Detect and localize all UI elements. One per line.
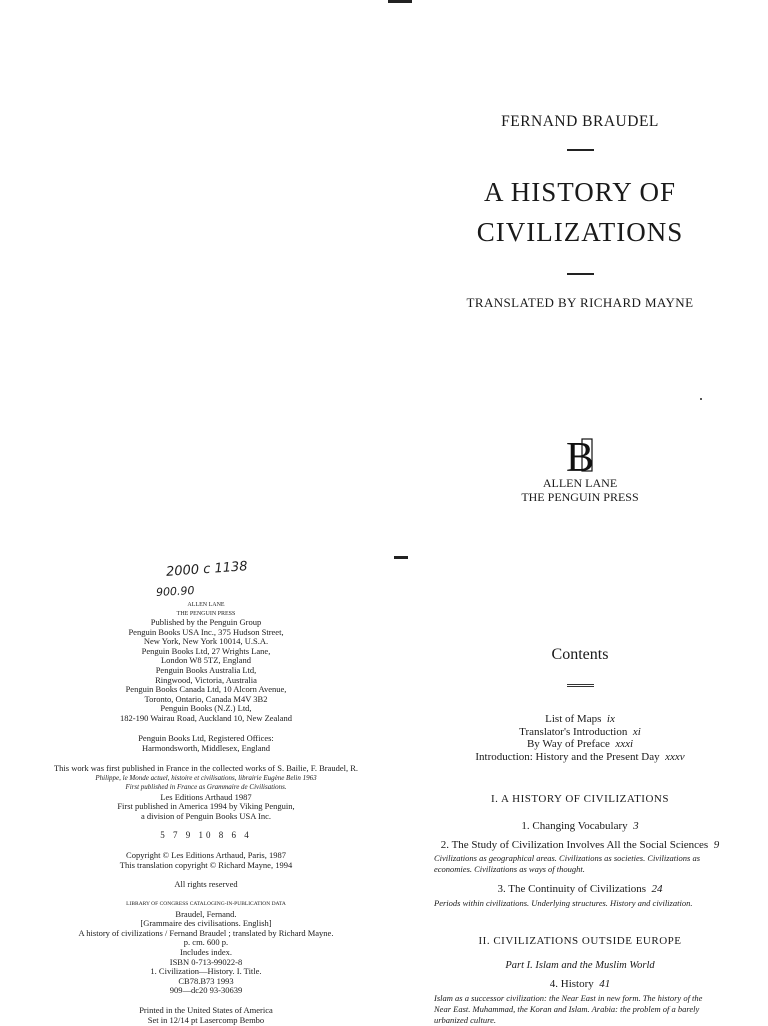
author-name: FERNAND BRAUDEL <box>501 113 659 130</box>
registered-line: Harmondsworth, Middlesex, England <box>142 742 270 753</box>
handwritten-note-2: 900.90 <box>155 584 195 599</box>
book-title-line2: CIVILIZATIONS <box>476 217 684 247</box>
contents-heading: Contents <box>551 646 609 663</box>
svg-text:B: B <box>566 435 594 474</box>
publisher-line2: THE PENGUIN PRESS <box>521 490 639 504</box>
cip-line: Includes index. <box>180 946 232 957</box>
address-line: Published by the Penguin Group <box>150 617 262 627</box>
title-rule <box>567 273 594 275</box>
history-line: Les Editions Arthaud 1987 <box>160 791 252 802</box>
book-title-line1: A HISTORY OF <box>483 177 677 207</box>
cip-line: ISBN 0-713-99022-8 <box>169 956 243 967</box>
address-line: Toronto, Ontario, Canada M4V 3B2 <box>144 693 268 704</box>
publication-history <box>46 764 366 822</box>
publisher-line1: ALLEN LANE <box>542 476 618 490</box>
cip-heading: LIBRARY OF CONGRESS CATALOGING-IN-PUBLICATION DATA <box>126 901 286 907</box>
address-line: Ringwood, Victoria, Australia <box>155 674 257 685</box>
copyright-notice <box>56 851 356 870</box>
copyright-line: This translation copyright © Richard Mayne, 1994 <box>119 859 293 870</box>
contents-rule <box>567 684 594 687</box>
copyright-line: Copyright © Les Editions Arthaud, Paris, 1987 <box>126 850 286 860</box>
imprint-line2: THE PENGUIN PRESS <box>176 611 236 617</box>
allen-lane-logo <box>566 434 594 474</box>
translator-line: TRANSLATED BY RICHARD MAYNE <box>466 295 694 310</box>
top-spine-mark <box>388 0 412 3</box>
address-line: Penguin Books Australia Ltd, <box>155 664 257 675</box>
address-line: Penguin Books Canada Ltd, 10 Alcorn Avenue, <box>125 684 287 695</box>
address-line: London W8 5TZ, England <box>160 655 252 666</box>
speck <box>700 398 702 400</box>
history-line: Philippe, le Monde actuel, histoire et civilisations, librairie Eugène Belin 1963 <box>95 773 317 782</box>
ch2-description: Civilizations as geographical areas. Civilizations as societies. Civilizations as economies. Civilizations as ways of thought. <box>434 853 701 874</box>
address-line: 182-190 Wairau Road, Auckland 10, New Zealand <box>120 712 292 723</box>
middle-spine-mark <box>394 556 408 559</box>
toc-entry-ch4[interactable]: 4. History 41 <box>549 978 611 990</box>
publisher-addresses <box>56 618 356 724</box>
registered-line: Penguin Books Ltd, Registered Offices: <box>138 733 274 743</box>
cip-line: CB78.B73 1993 <box>178 975 234 986</box>
all-rights-reserved: All rights reserved <box>174 879 238 889</box>
printing-line: Printed in the United States of America <box>139 1005 273 1015</box>
print-numbers: 5 7 9 10 8 6 4 <box>160 830 252 840</box>
address-line: Penguin Books (N.Z.) Ltd, <box>160 703 252 714</box>
cip-line: 909—dc20 93-30639 <box>169 985 243 996</box>
part1-heading: I. A HISTORY OF CIVILIZATIONS <box>491 793 669 805</box>
address-line: New York, New York 10014, U.S.A. <box>143 636 269 647</box>
printing-line: Set in 12/14 pt Lasercomp Bembo <box>147 1014 265 1025</box>
toc-entry-ch1[interactable]: 1. Changing Vocabulary 3 <box>521 820 639 832</box>
imprint-line1: ALLEN LANE <box>187 602 225 608</box>
toc-entry-ch2[interactable]: 2. The Study of Civilization Involves All the Social Sciences 9 <box>440 839 720 851</box>
cip-line: 1. Civilization—History. I. Title. <box>150 966 262 977</box>
toc-entry-ch3[interactable]: 3. The Continuity of Civilizations 24 <box>497 883 663 895</box>
cip-line: [Grammaire des civilisations. English] <box>140 918 272 929</box>
history-line: First published in America 1994 by Viking Penguin, <box>117 801 295 812</box>
toc-entry-list-of-maps[interactable]: List of Maps ix <box>545 713 615 725</box>
handwritten-note-1: 2000 c 1138 <box>165 559 249 580</box>
address-line: Penguin Books Ltd, 27 Wrights Lane, <box>141 645 271 656</box>
cip-line: Braudel, Fernand. <box>175 908 237 919</box>
toc-entry-by-way-of-preface[interactable]: By Way of Preface xxxi <box>526 738 634 751</box>
part2-subheading: Part I. Islam and the Muslim World <box>505 960 655 971</box>
cip-line: p. cm. 600 p. <box>183 937 229 948</box>
part2-heading: II. CIVILIZATIONS OUTSIDE EUROPE <box>478 935 682 947</box>
printing-info <box>56 1006 356 1025</box>
registered-offices <box>56 734 356 753</box>
front-matter-list <box>400 713 760 763</box>
address-line: Penguin Books USA Inc., 375 Hudson Street, <box>128 626 284 637</box>
ch3-description: Periods within civilizations. Underlying structures. History and civilization. <box>434 898 693 908</box>
toc-entry-translators-introduction[interactable]: Translator's Introduction xi <box>519 725 641 738</box>
history-line: This work was first published in France in the collected works of S. Bailie, F. Braudel, R. <box>53 763 359 773</box>
ch4-description: Islam as a successor civilization: the Near East in new form. The history of the Near East. Muhammad, the Koran and Islam. Arabia: the problem of a barely urbanized culture. <box>434 993 703 1025</box>
history-line: First published in France as Grammaire de Civilisations. <box>125 783 287 792</box>
toc-entry-introduction[interactable]: Introduction: History and the Present Day xxxv <box>475 750 685 763</box>
cip-data <box>56 900 356 996</box>
cip-line: A history of civilizations / Fernand Braudel ; translated by Richard Mayne. <box>78 927 334 938</box>
author-rule <box>567 149 594 151</box>
history-line: a division of Penguin Books USA Inc. <box>140 810 272 821</box>
